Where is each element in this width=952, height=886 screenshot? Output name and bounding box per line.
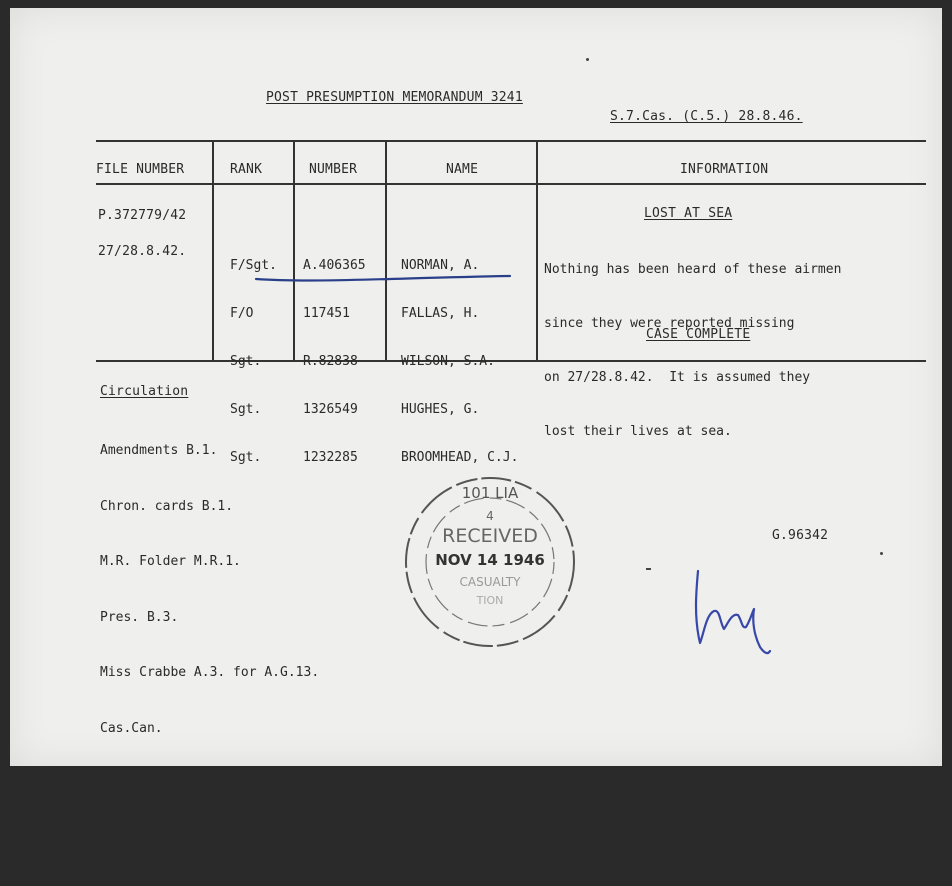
rank-cell: Sgt. (230, 354, 262, 369)
stamp-line-2: TION (476, 594, 504, 607)
info-text (544, 225, 841, 477)
airman-name-cell: FALLAS, H. (401, 306, 480, 321)
service-number-cell: 1232285 (303, 450, 358, 465)
name-column (401, 226, 518, 498)
circulation-item: Cas.Can. (100, 720, 163, 736)
circulation-list (100, 405, 319, 886)
column-header-name: NAME (446, 162, 479, 177)
memorandum-page (10, 8, 942, 847)
info-line: since they were reported missing (544, 316, 795, 331)
received-stamp (398, 470, 582, 654)
info-heading: LOST AT SEA (644, 206, 733, 221)
stamp-date: NOV 14 1946 (435, 551, 545, 569)
airman-name-cell: WILSON, S.A. (401, 354, 495, 369)
info-line: Nothing has been heard of these airmen (544, 262, 842, 277)
circulation-item: P. File. (100, 831, 163, 847)
loss-date: 27/28.8.42. (98, 244, 187, 259)
stamp-line-1: CASUALTY (459, 575, 521, 589)
info-line: on 27/28.8.42. It is assumed they (544, 370, 811, 385)
ink-speck (646, 568, 651, 570)
circulation-item: M.R. Folder M.R.1. (100, 554, 241, 569)
stamp-top-text: 101 LIA (461, 484, 519, 502)
stamp-received: RECEIVED (442, 525, 538, 547)
circulation-heading: Circulation (100, 384, 189, 399)
circulation-item: Amendments B.1. (100, 443, 218, 458)
airman-name-cell: BROOMHEAD, C.J. (401, 450, 519, 465)
table-top-rule (96, 140, 926, 142)
service-number-cell: R.82838 (303, 354, 358, 369)
ink-strike-line (254, 270, 514, 286)
ink-speck (880, 552, 883, 555)
circulation-item: Chron. cards B.1. (100, 498, 234, 514)
airman-name-cell: HUGHES, G. (401, 402, 480, 417)
reference-number: G.96342 (772, 528, 829, 543)
rank-cell: F/O (230, 306, 254, 321)
table-header-rule (96, 183, 926, 185)
rank-cell: Sgt. (230, 450, 262, 465)
ink-speck (586, 58, 589, 61)
rank-cell: F/Sgt. (230, 258, 277, 273)
memo-title: POST PRESUMPTION MEMORANDUM 3241 (266, 90, 523, 105)
column-header-rank: RANK (230, 162, 263, 177)
table-divider (212, 140, 214, 362)
case-status: CASE COMPLETE (646, 327, 751, 342)
table-divider (385, 140, 387, 362)
handwritten-signature (690, 563, 780, 663)
rank-cell: Sgt. (230, 402, 262, 417)
service-number-cell: 1326549 (303, 402, 358, 417)
stamp-number: 4 (486, 509, 494, 523)
column-header-file-number: FILE NUMBER (96, 162, 185, 177)
info-line: lost their lives at sea. (544, 424, 732, 439)
table-divider (293, 140, 295, 362)
service-number-cell: 117451 (303, 306, 350, 321)
column-header-number: NUMBER (309, 162, 358, 177)
service-number-cell: A.406365 (303, 258, 366, 273)
file-number: P.372779/42 (98, 208, 187, 223)
circulation-item: Pres. B.3. (100, 609, 179, 625)
column-header-information: INFORMATION (680, 162, 769, 177)
airman-name-cell: NORMAN, A. (401, 258, 480, 273)
circulation-item: Miss Crabbe A.3. for A.G.13. (100, 665, 320, 680)
memo-reference: S.7.Cas. (C.5.) 28.8.46. (610, 109, 803, 124)
circulation-item: R.A.A.F. O.H.Q. (100, 776, 218, 791)
table-divider (536, 140, 538, 362)
